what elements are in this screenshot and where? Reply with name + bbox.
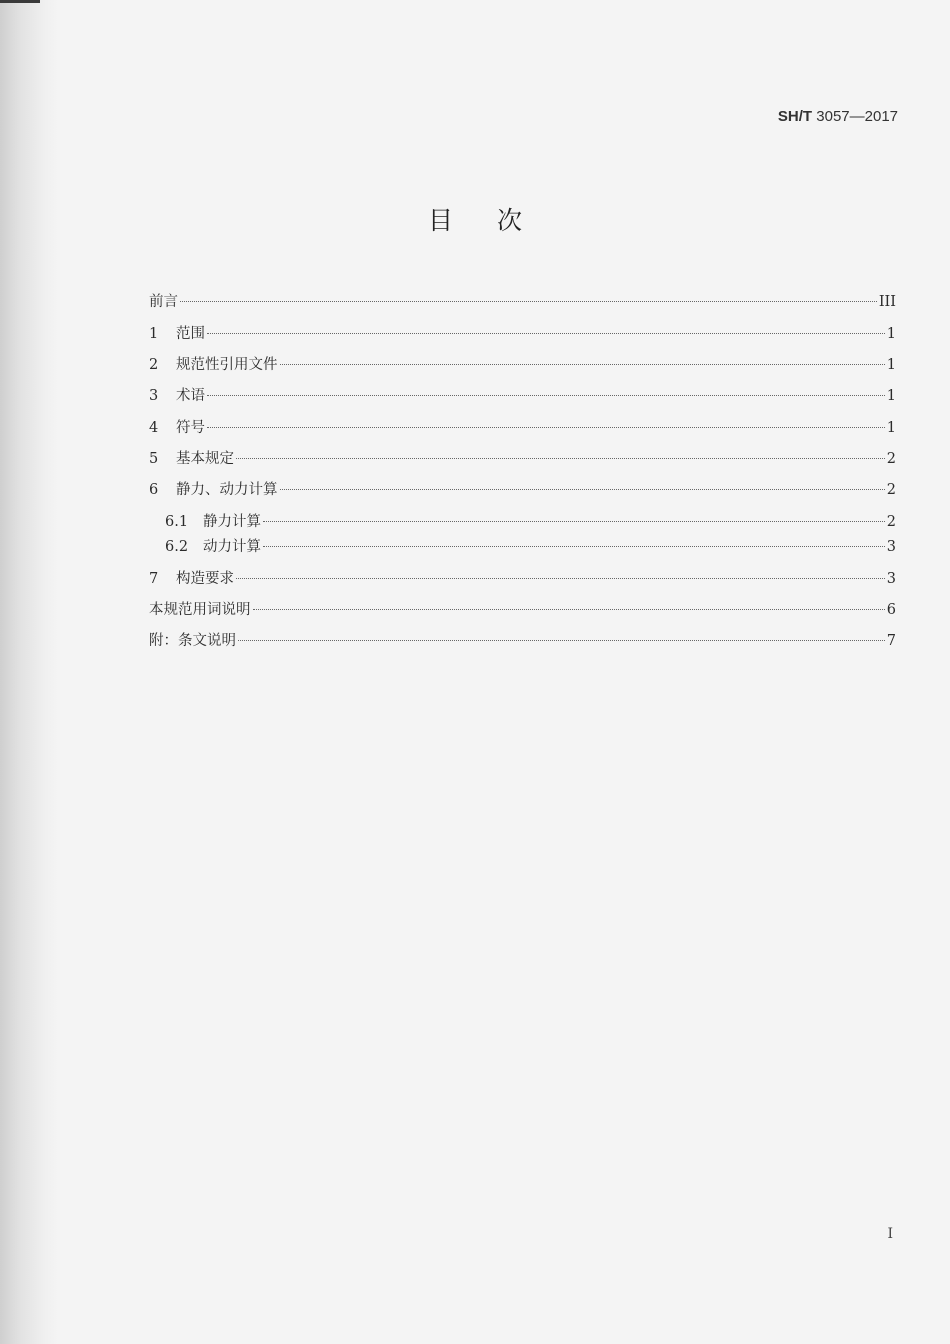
toc-entry-label: 范围 [176, 326, 205, 342]
toc-entry-number: 1 [149, 326, 159, 342]
toc-entry-label: 基本规定 [176, 451, 234, 467]
toc-entry-number: 4 [149, 420, 159, 436]
toc-entry-label: 符号 [176, 420, 205, 436]
dot-leader [236, 578, 885, 579]
toc-entry-label: 静力、动力计算 [176, 482, 278, 498]
toc-entry-page: 2 [886, 451, 896, 467]
toc-entry-4[interactable] [149, 416, 896, 438]
toc-entry-appendix[interactable] [149, 629, 896, 651]
toc-entry-page: 6 [886, 602, 896, 618]
toc-entry-page: 1 [886, 326, 896, 342]
toc-entry-page: 3 [886, 539, 896, 555]
toc-entry-number: 3 [149, 388, 159, 404]
toc-entry-page: 2 [886, 514, 896, 530]
toc-entry-label: 动力计算 [203, 539, 261, 555]
dot-leader [253, 609, 885, 610]
toc-entry-6-2[interactable] [165, 535, 896, 557]
toc-entry-page: 1 [886, 388, 896, 404]
toc-entry-label: 术语 [176, 388, 205, 404]
standard-number [778, 108, 898, 125]
toc-entry-label: 构造要求 [176, 571, 234, 587]
dot-leader [180, 301, 877, 302]
dot-leader [207, 395, 885, 396]
dot-leader [207, 427, 885, 428]
toc-entry-page: III [878, 294, 896, 310]
toc-entry-label: 前言 [149, 294, 178, 310]
toc-entry-6[interactable] [149, 478, 896, 500]
toc-entry-page: 7 [886, 633, 896, 649]
toc-entry-6-1[interactable] [165, 510, 896, 532]
standard-code-suffix: 3057—2017 [812, 108, 898, 125]
dot-leader [207, 333, 885, 334]
dot-leader [238, 640, 885, 641]
standard-code-prefix: SH/T [777, 108, 813, 125]
toc-entry-number: 6.1 [165, 514, 189, 530]
toc-entry-page: 1 [886, 420, 896, 436]
toc-entry-label: 附：条文说明 [149, 633, 236, 649]
toc-entry-7[interactable] [149, 567, 896, 589]
toc-entry-page: 3 [886, 571, 896, 587]
toc-entry-label: 规范性引用文件 [176, 357, 278, 373]
toc-entry-page: 2 [886, 482, 896, 498]
page-number: I [887, 1226, 893, 1242]
toc-entry-number: 6 [149, 482, 159, 498]
toc-entry-number: 2 [149, 357, 159, 373]
toc-entry-label: 本规范用词说明 [149, 602, 251, 618]
toc-entry-2[interactable] [149, 353, 896, 375]
toc-entry-label: 静力计算 [203, 514, 261, 530]
toc-entry-wording[interactable] [149, 598, 896, 620]
dot-leader [236, 458, 885, 459]
toc-entry-number: 7 [149, 571, 159, 587]
dot-leader [280, 364, 885, 365]
page-title: 目次 [427, 206, 566, 235]
toc-entry-number: 5 [149, 451, 159, 467]
dot-leader [263, 546, 885, 547]
dot-leader [263, 521, 885, 522]
toc-entry-page: 1 [886, 357, 896, 373]
scan-mark [0, 0, 40, 3]
toc-entry-foreword[interactable] [149, 290, 896, 312]
dot-leader [280, 489, 885, 490]
toc-entry-3[interactable] [149, 384, 896, 406]
toc-entry-1[interactable] [149, 322, 896, 344]
toc-entry-5[interactable] [149, 447, 896, 469]
toc-entry-number: 6.2 [165, 539, 189, 555]
